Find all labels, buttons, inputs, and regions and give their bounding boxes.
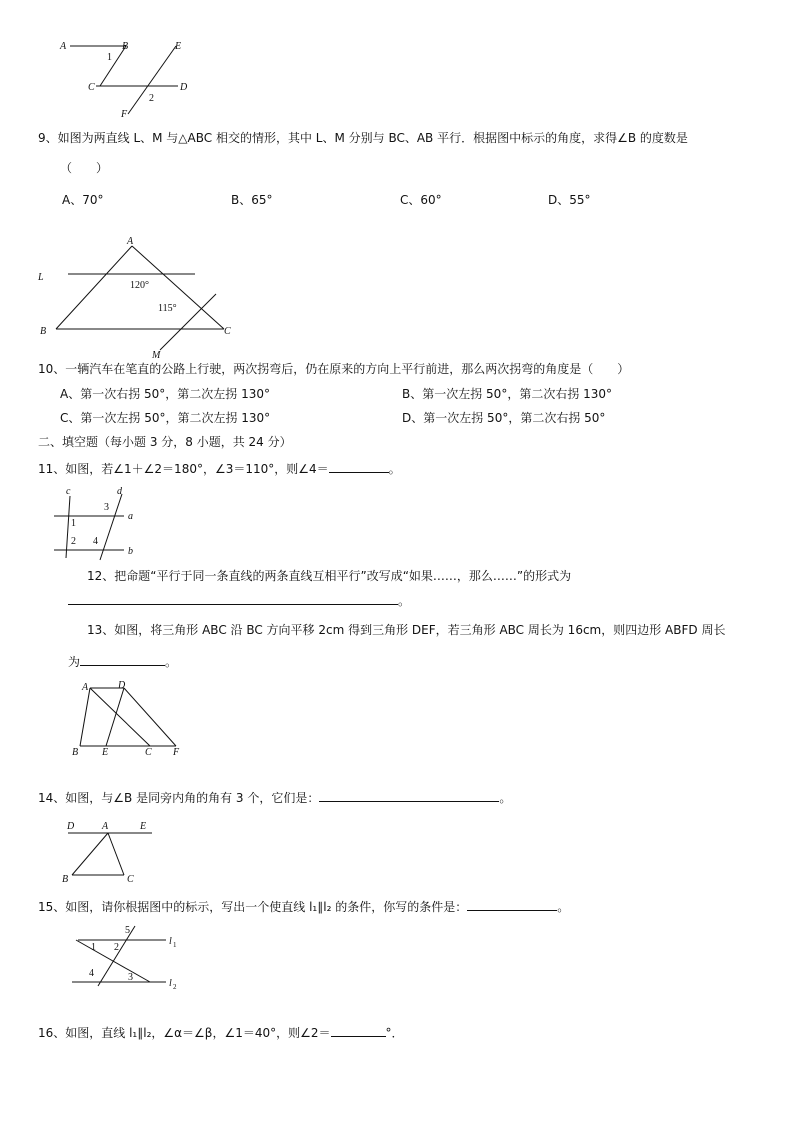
- q13-figure-translation: [0, 680, 794, 760]
- q9-figure-triangle: [0, 230, 794, 360]
- q16-stem: [38, 1024, 404, 1041]
- label-A: A: [102, 821, 109, 832]
- q15-answer-blank[interactable]: [467, 898, 557, 911]
- q11-stem: [38, 460, 401, 477]
- q15-stem-text: 15、如图，请你根据图中的标示，写出一个使直线 l₁∥l₂ 的条件，你写的条件是：: [38, 900, 468, 914]
- angle-3: 3: [128, 972, 133, 983]
- q14-figure-triangle: [0, 815, 794, 885]
- q10-stem: 10、一辆汽车在笔直的公路上行驶，两次拐弯后，仍在原来的方向上平行前进，那么两次拐弯的角度是（ ）: [38, 362, 630, 376]
- label-F: F: [121, 109, 128, 120]
- q15-figure-lines: [0, 922, 794, 997]
- q13-stem: 13、如图，将三角形 ABC 沿 BC 方向平移 2cm 得到三角形 DEF，若三角形 ABC 周长为 16cm，则四边形 ABFD 周长: [87, 623, 726, 637]
- label-D: D: [180, 82, 188, 93]
- label-L: L: [38, 272, 44, 283]
- q15-end: 。: [557, 900, 570, 914]
- q10-option-c: C、第一次左拐 50°，第二次左拐 130°: [60, 411, 271, 425]
- label-b: b: [128, 546, 133, 557]
- label-A: A: [82, 682, 89, 693]
- label-c: c: [66, 486, 71, 497]
- angle-4: 4: [93, 536, 98, 547]
- angle-120: 120°: [130, 280, 149, 291]
- q14-stem: [38, 789, 511, 806]
- label-E: E: [102, 747, 109, 758]
- angle-5: 5: [125, 925, 130, 936]
- q14-stem-text: 14、如图，与∠B 是同旁内角的角有 3 个，它们是：: [38, 791, 320, 805]
- angle-1: 1: [71, 518, 76, 529]
- label-F: F: [173, 747, 180, 758]
- q9-paren: （ ）: [60, 161, 109, 175]
- label-M: M: [152, 350, 161, 361]
- q10-option-d: D、第一次左拐 50°，第二次右拐 50°: [402, 411, 606, 425]
- label-l1-sub: 1: [173, 941, 177, 949]
- q15-stem: [38, 898, 569, 915]
- q14-answer-blank[interactable]: [319, 789, 499, 802]
- angle-3: 3: [104, 502, 109, 513]
- q9-option-c: C、60°: [400, 193, 442, 207]
- q13-answer-blank[interactable]: [80, 653, 165, 666]
- label-l2-sub: 2: [173, 983, 177, 991]
- angle-1: 1: [107, 52, 112, 63]
- label-A: A: [127, 236, 134, 247]
- q13-line2-text: 为: [68, 655, 81, 669]
- label-A: A: [60, 41, 67, 52]
- label-D: D: [67, 821, 75, 832]
- q12-answer-blank[interactable]: [68, 592, 398, 605]
- label-C: C: [145, 747, 152, 758]
- q11-stem-text: 11、如图，若∠1＋∠2＝180°，∠3＝110°，则∠4＝: [38, 462, 329, 476]
- q12-stem: 12、把命题“平行于同一条直线的两条直线互相平行”改写成“如果……，那么……”的形式为: [87, 569, 572, 583]
- label-B: B: [40, 326, 47, 337]
- label-B: B: [72, 747, 79, 758]
- q16-answer-blank[interactable]: [331, 1024, 386, 1037]
- section-fill-in-heading: 二、填空题（每小题 3 分，8 小题，共 24 分）: [38, 435, 292, 449]
- figure-parallel-lines-ab-cd: [0, 0, 794, 130]
- q11-figure-lines: [0, 484, 794, 564]
- q13-end: 。: [165, 655, 178, 669]
- q16-stem-text: 16、如图，直线 l₁∥l₂，∠α＝∠β，∠1＝40°，则∠2＝: [38, 1026, 331, 1040]
- label-E: E: [140, 821, 147, 832]
- label-B: B: [62, 874, 69, 885]
- angle-4: 4: [89, 968, 94, 979]
- q11-end: 。: [388, 462, 401, 476]
- q14-end: 。: [499, 791, 512, 805]
- q9-option-d: D、55°: [548, 193, 591, 207]
- angle-2: 2: [149, 93, 154, 104]
- q16-end: °．: [385, 1026, 404, 1040]
- angle-115: 115°: [158, 303, 177, 314]
- angle-1: 1: [91, 942, 96, 953]
- q12-end: 。: [398, 594, 411, 608]
- label-l2: l: [169, 978, 172, 989]
- angle-2: 2: [71, 536, 76, 547]
- q10-option-a: A、第一次右拐 50°，第二次左拐 130°: [60, 387, 271, 401]
- label-D: D: [118, 680, 126, 691]
- q13-line2: [68, 653, 177, 670]
- label-C: C: [88, 82, 95, 93]
- label-C: C: [127, 874, 134, 885]
- label-d: d: [117, 486, 122, 497]
- label-C: C: [224, 326, 231, 337]
- q9-option-a: A、70°: [62, 193, 104, 207]
- label-E: E: [175, 41, 182, 52]
- q9-stem: 9、如图为两直线 L、M 与△ABC 相交的情形，其中 L、M 分别与 BC、AB 平行．根据图中标示的角度，求得∠B 的度数是: [38, 131, 688, 145]
- q9-option-b: B、65°: [231, 193, 273, 207]
- angle-2: 2: [114, 942, 119, 953]
- label-B: B: [122, 41, 129, 52]
- q12-line2: [68, 592, 410, 609]
- label-l1: l: [169, 936, 172, 947]
- q10-option-b: B、第一次左拐 50°，第二次右拐 130°: [402, 387, 613, 401]
- q11-answer-blank[interactable]: [329, 460, 389, 473]
- label-a: a: [128, 511, 133, 522]
